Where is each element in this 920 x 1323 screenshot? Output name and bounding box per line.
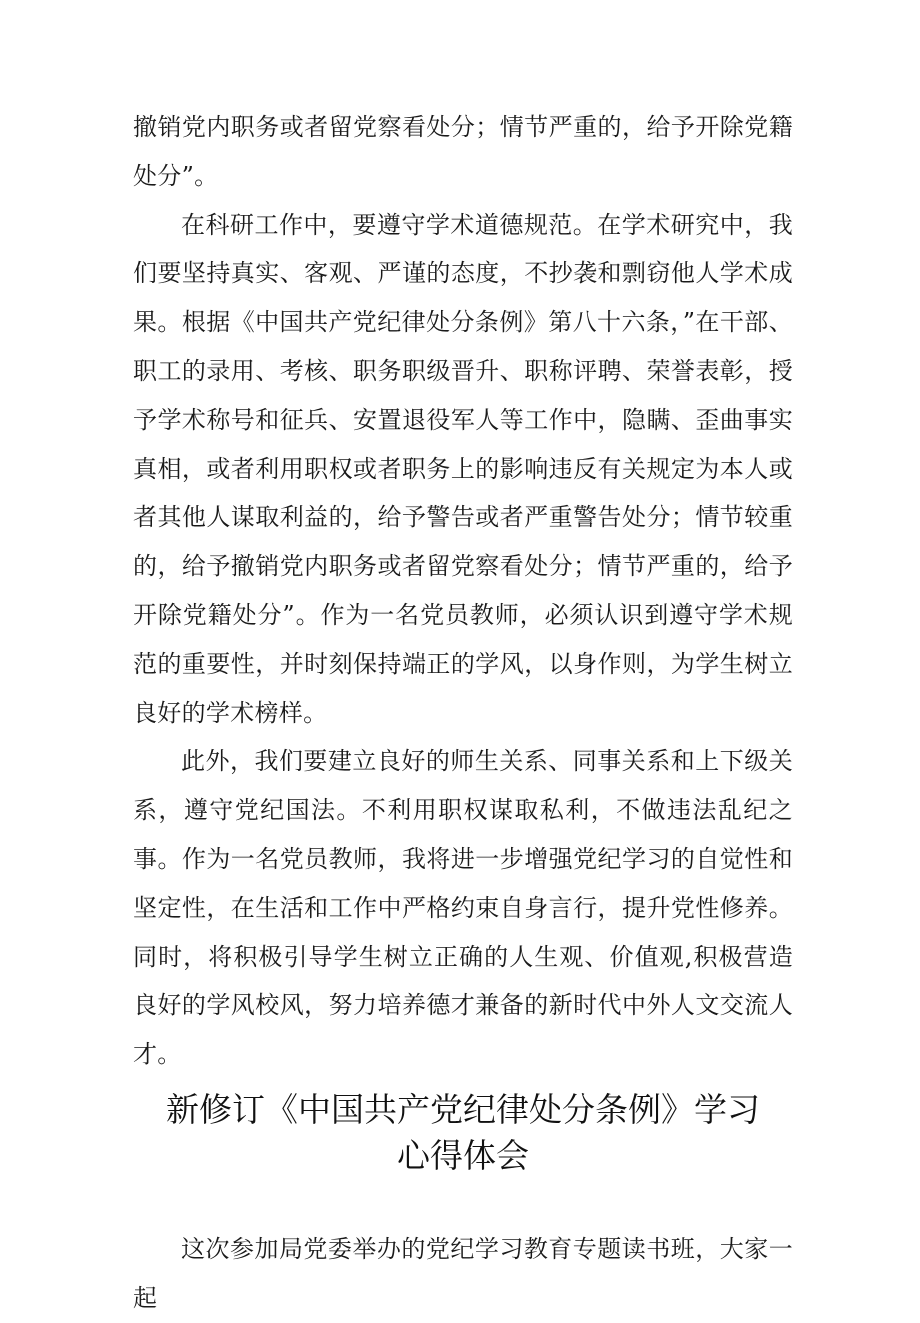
article-title-line2: 心得体会	[397, 1135, 529, 1175]
document-body	[133, 103, 793, 1323]
article-title-line1: 新修订《中国共产党纪律处分条例》学习	[166, 1089, 760, 1129]
paragraph-academic-ethics: 在科研工作中，要遵守学术道德规范。在学术研究中，我们要坚持真实、客观、严谨的态度，不抄袭和剽窃他人学术成果。根据《中国共产党纪律处分条例》第八十六条，”在干部、职工的录用、考核、职务职级晋升、职称评聘、荣誉表彰，授予学术称号和征兵、安置退役军人等工作中，隐瞒、歪曲事实真相，或者利用职权或者职务上的影响违反有关规定为本人或者其他人谋取利益的，给予警告或者严重警告处分；情节较重的，给予撤销党内职务或者留党察看处分；情节严重的，给予开除党籍处分”。作为一名党员教师，必须认识到遵守学术规范的重要性，并时刻保持端正的学风，以身作则，为学生树立良好的学术榜样。	[133, 210, 793, 727]
paragraph-opening: 这次参加局党委举办的党纪学习教育专题读书班，大家一起	[133, 1234, 793, 1312]
paragraph-relationships: 此外，我们要建立良好的师生关系、同事关系和上下级关系，遵守党纪国法。不利用职权谋取私利，不做违法乱纪之事。作为一名党员教师，我将进一步增强党纪学习的自觉性和坚定性，在生活和工作中严格约束自身言行，提升党性修养。同时，将积极引导学生树立正确的人生观、价值观,积极营造良好的学风校风，努力培养德才兼备的新时代中外人文交流人才。	[133, 747, 793, 1069]
article-title	[133, 1087, 793, 1179]
paragraph-continuation: 撤销党内职务或者留党察看处分；情节严重的，给予开除党籍处分”。	[133, 113, 793, 190]
